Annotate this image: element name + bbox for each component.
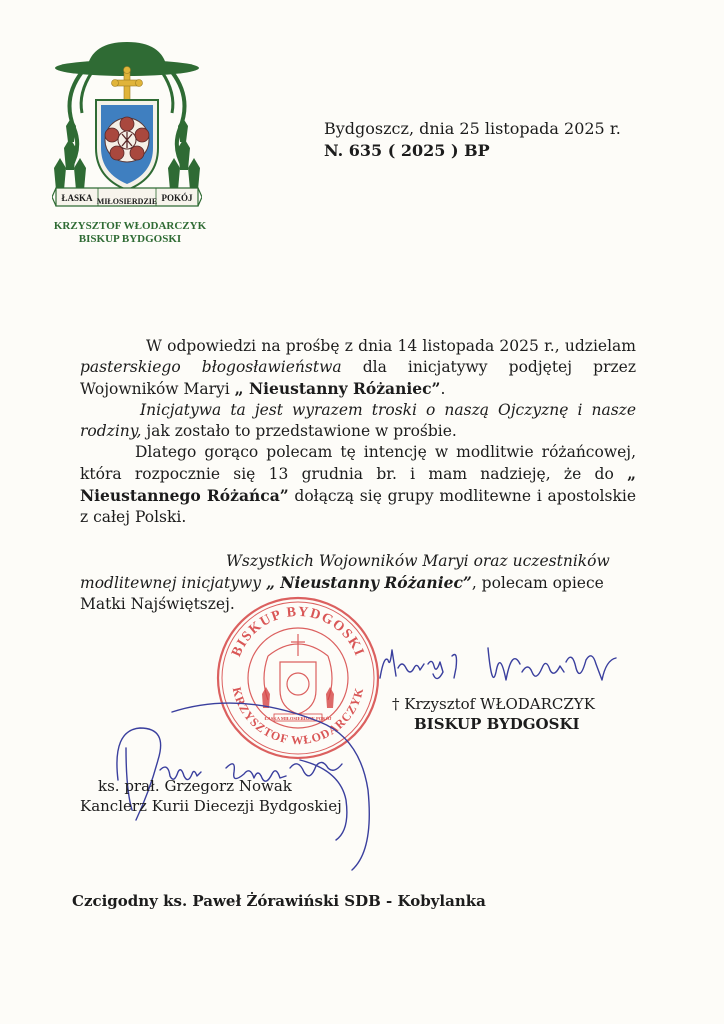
p1-bold: „ Nieustanny Różaniec”	[234, 379, 441, 398]
bishop-signature-block	[392, 694, 595, 734]
chancellor-title: Kanclerz Kurii Diecezji Bydgoskiej	[80, 797, 342, 815]
letter-header	[324, 118, 621, 162]
coat-caption	[40, 220, 220, 246]
motto-center: MIŁOSIERDZIE	[96, 197, 158, 206]
p1-end: .	[440, 380, 446, 398]
stamp-bottom-text: KRZYSZTOF WŁODARCZYK	[229, 685, 367, 748]
letter-body	[80, 336, 636, 528]
p1-text-a: W odpowiedzi na prośbę z dnia 14 listopada 2025 r., udzielam	[146, 337, 636, 355]
paragraph-2	[80, 400, 636, 442]
chancellor-block	[80, 776, 342, 816]
motto-left: ŁASKA	[61, 193, 93, 203]
chancellor-name: ks. prał. Grzegorz Nowak	[98, 777, 292, 795]
closing-bold: „ Nieustanny Różaniec”	[266, 573, 472, 592]
official-seal-stamp	[214, 594, 382, 762]
p1-italic: pasterskiego błogosławieństwa	[80, 358, 342, 376]
stamp-top-text: BISKUP BYDGOSKI	[229, 604, 367, 660]
paragraph-3	[80, 442, 636, 528]
coat-of-arms-emblem	[52, 38, 202, 223]
p2-rest: jak zostało to przedstawione w prośbie.	[141, 422, 457, 440]
p2-italic: Inicjatywa ta jest wyrazem troski o naszą Ojczyznę i nasze rodziny,	[80, 401, 636, 440]
p1-text-b: dla inicjatywy podjętej przez Wojowników Maryi	[80, 358, 636, 398]
p3-bold: „ Nieustannego Różańca”	[80, 464, 636, 505]
bishop-handwritten-signature	[380, 648, 616, 680]
closing-rest: , polecam opiece Matki Najświętszej.	[80, 574, 604, 613]
paragraph-1	[80, 336, 636, 400]
reference-number: N. 635 ( 2025 ) BP	[324, 141, 490, 160]
bishop-signature-title: BISKUP BYDGOSKI	[414, 715, 580, 733]
bishop-name-caption: KRZYSZTOF WŁODARCZYK	[53, 220, 207, 232]
place-date: Bydgoszcz, dnia 25 listopada 2025 r.	[324, 119, 621, 138]
p3-text-b: dołączą się grupy modlitewne i apostolskie z całej Polski.	[80, 487, 636, 526]
p3-text-a: Dlatego gorąco polecam tę intencję w modlitwie różańcowej, która rozpocznie się 13 grudnia br. i mam nadzieję, że do	[80, 443, 636, 483]
motto-right: POKÓJ	[161, 193, 193, 203]
stamp-motto: ŁASKA MIŁOSIERDZIE POKÓJ	[264, 716, 332, 721]
bishop-title-caption: BISKUP BYDGOSKI	[78, 233, 182, 245]
closing-italic: Wszystkich Wojowników Maryi oraz uczestników modlitewnej inicjatywy	[80, 552, 610, 592]
bishop-signature-name: † Krzysztof WŁODARCZYK	[392, 695, 595, 713]
addressee: Czcigodny ks. Paweł Żórawiński SDB - Kobylanka	[72, 892, 486, 910]
